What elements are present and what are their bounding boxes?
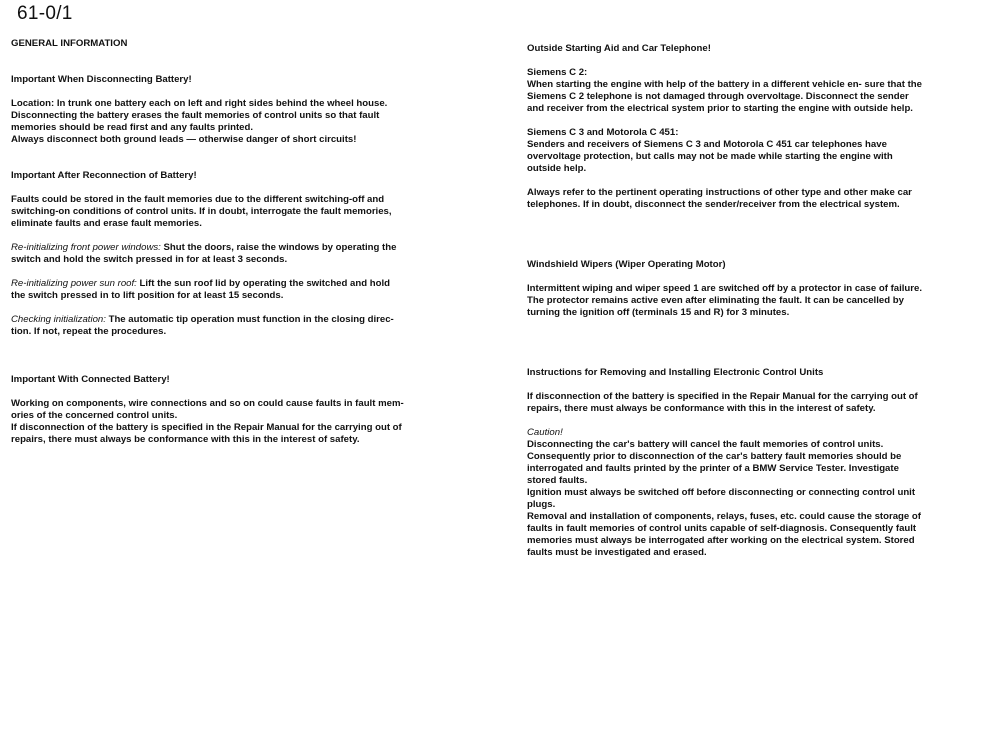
wipers-body: Intermittent wiping and wiper speed 1 are switched off by a protector in case of failure. The protector remains active even after eliminating the fault. It can be cancelled by turning the ignition off (terminals 15 and R) for 3 minutes.	[527, 283, 923, 318]
sun-roof-text: Lift the sun roof lid by operating the switched and hold the switch pressed in to lift position for at least 15 seconds.	[11, 278, 391, 301]
checking-initialization-paragraph	[11, 314, 451, 338]
connected-battery-heading: Important With Connected Battery!	[11, 374, 170, 385]
connected-battery-body: Working on components, wire connections and so on could cause faults in fault mem- ories of the concerned control units. If disconnection of the battery is specified in the Repair Manual for the carrying out of repairs, there must always be conformance with this in the interest of safety.	[11, 398, 404, 445]
disconnecting-battery-body: Location: In trunk one battery each on left and right sides behind the wheel house. Disconnecting the battery erases the fault memories of control units so that fault memories should be read first and any faults printed. Always disconnect both ground leads — otherwise danger of short circuits!	[11, 98, 388, 145]
reconnection-heading: Important After Reconnection of Battery!	[11, 170, 197, 181]
sun-roof-label: Re-initializing power sun roof:	[11, 278, 137, 289]
wipers-heading: Windshield Wipers (Wiper Operating Motor)	[527, 259, 726, 270]
general-information-heading: GENERAL INFORMATION	[11, 38, 128, 49]
starting-aid-heading: Outside Starting Aid and Car Telephone!	[527, 43, 711, 54]
always-refer-paragraph: Always refer to the pertinent operating instructions of other type and other make car telephones. If in doubt, disconnect the sender/receiver from the electrical system.	[527, 187, 912, 210]
caution-label: Caution!	[527, 427, 563, 438]
left-column	[11, 38, 451, 446]
reconnection-body: Faults could be stored in the fault memories due to the different switching-off and switching-on conditions of control units. If in doubt, interrogate the fault memories, eliminate faults and erase fault memories.	[11, 194, 392, 229]
siemens-c2-title: Siemens C 2:	[527, 67, 588, 78]
checking-initialization-label: Checking initialization:	[11, 314, 106, 325]
checking-initialization-text: The automatic tip operation must function in the closing direc- tion. If not, repeat the procedures.	[11, 314, 394, 337]
power-windows-label: Re-initializing front power windows:	[11, 242, 161, 253]
right-column	[527, 43, 972, 559]
control-units-body: If disconnection of the battery is specified in the Repair Manual for the carrying out of repairs, there must always be conformance with this in the interest of safety.	[527, 391, 918, 414]
siemens-c2-body: When starting the engine with help of the battery in a different vehicle en- sure that the Siemens C 2 telephone is not damaged through overvoltage. Disconnect the sender and receiver from the electrical system prior to starting the engine with outside help.	[527, 79, 922, 114]
siemens-c3-body: Senders and receivers of Siemens C 3 and Motorola C 451 car telephones have overvoltage protection, but calls may not be made while starting the engine with outside help.	[527, 139, 893, 174]
page-number: 61-0/1	[17, 3, 73, 24]
caution-body: Disconnecting the car's battery will cancel the fault memories of control units. Consequently prior to disconnection of the car's battery fault memories should be interrogated and faults printed by the printer of a BMW Service Tester. Investigate stored faults. Ignition must always be switched off before disconnecting or connecting control unit plugs. Removal and installation of components, relays, fuses, etc. could cause the storage of faults in fault memories of control units capable of self-diagnosis. Consequently fault memories must always be interrogated after working on the electrical system. Stored faults must be investigated and erased.	[527, 439, 921, 558]
power-windows-paragraph	[11, 242, 451, 266]
disconnecting-battery-heading: Important When Disconnecting Battery!	[11, 74, 192, 85]
power-windows-text: Shut the doors, raise the windows by operating the switch and hold the switch pressed in for at least 3 seconds.	[11, 242, 397, 265]
control-units-heading: Instructions for Removing and Installing Electronic Control Units	[527, 367, 824, 378]
sun-roof-paragraph	[11, 278, 451, 302]
siemens-c3-title: Siemens C 3 and Motorola C 451:	[527, 127, 679, 138]
